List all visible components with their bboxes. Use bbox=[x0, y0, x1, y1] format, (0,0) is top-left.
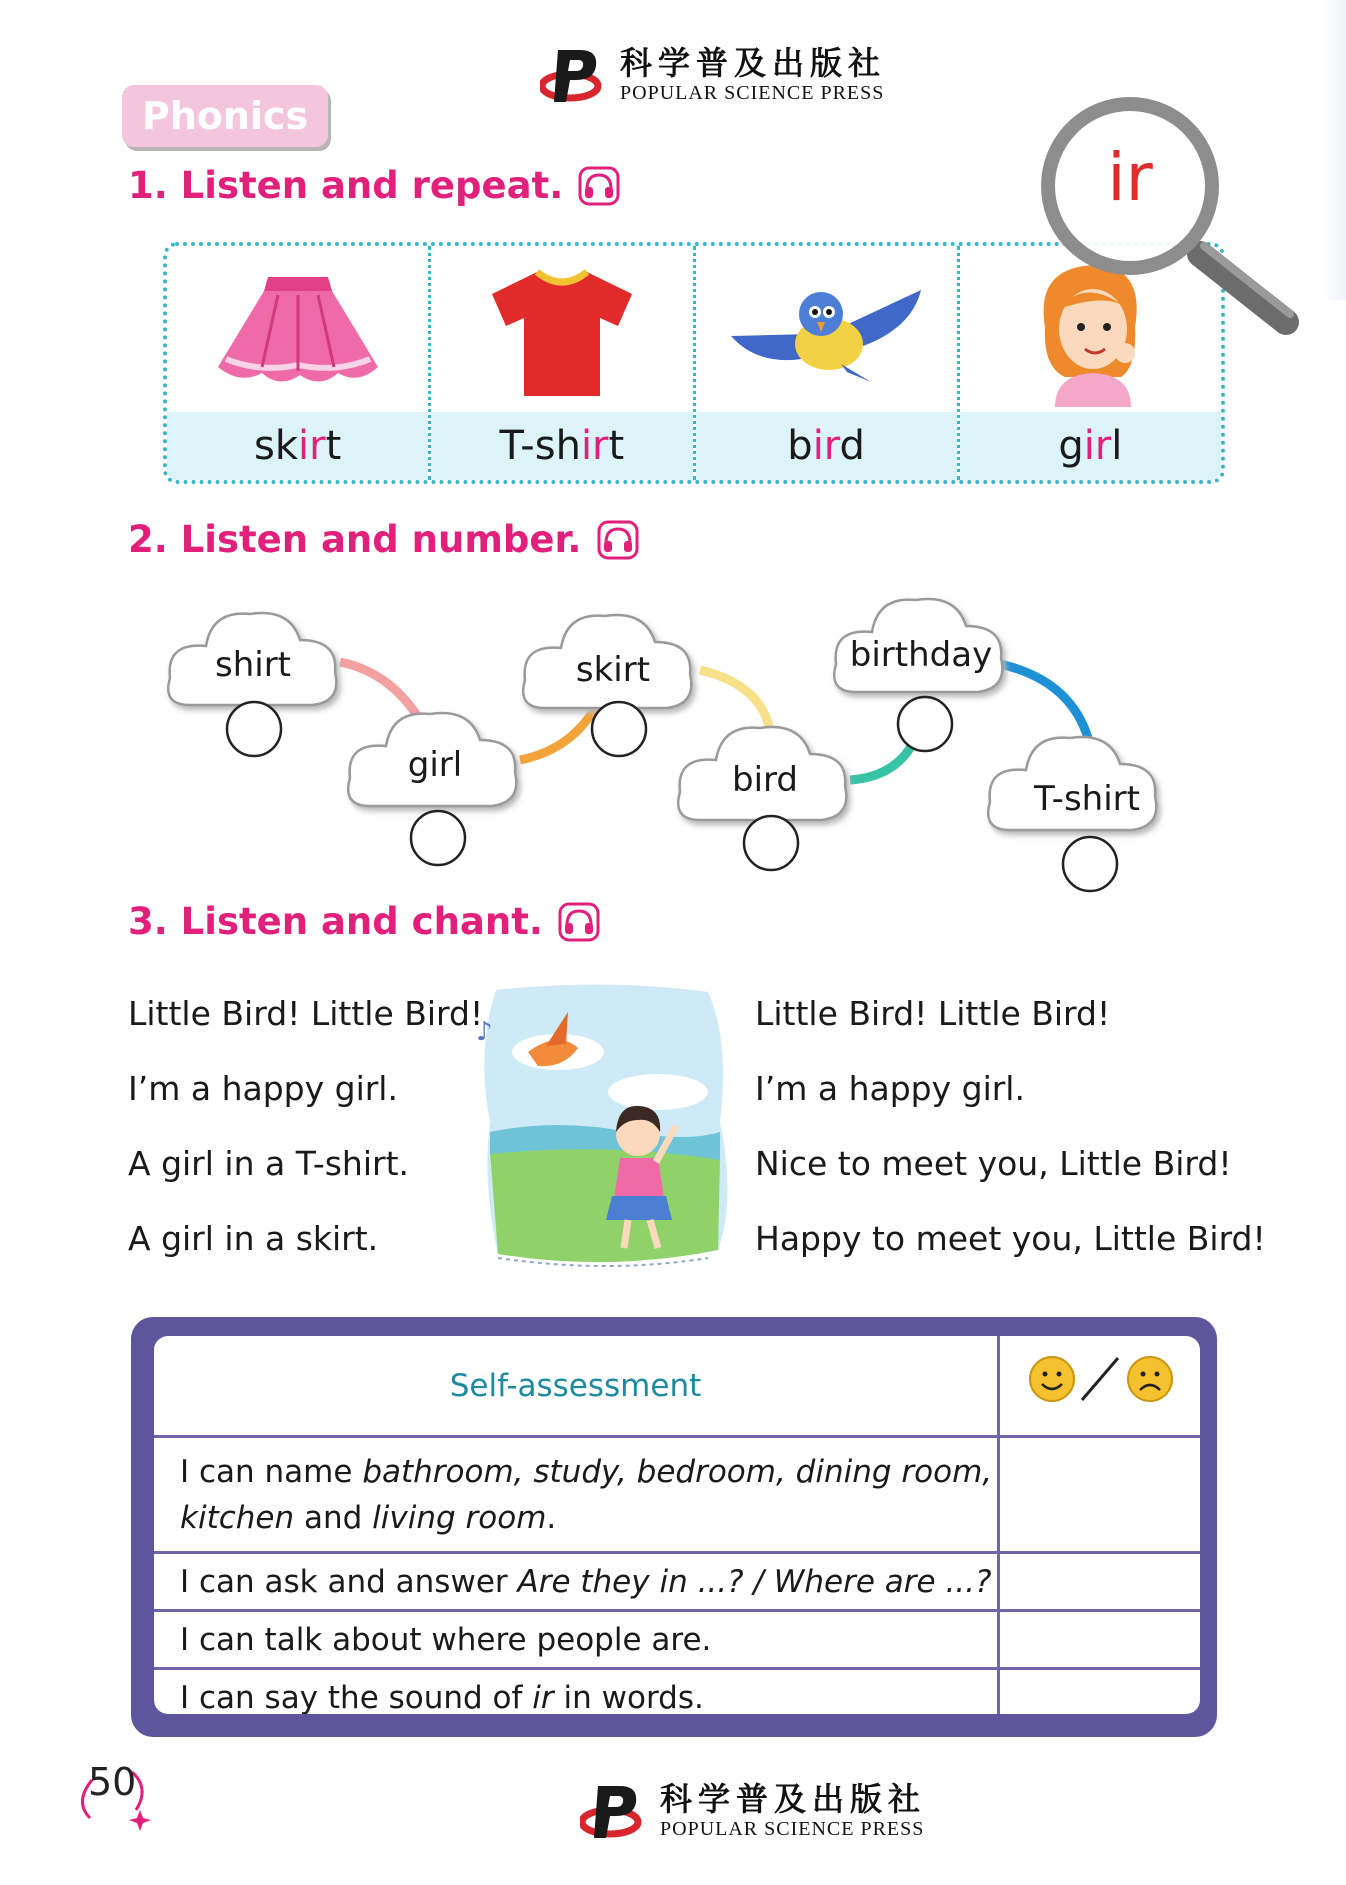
section-1-title bbox=[128, 164, 621, 208]
chant-right-line-1: Little Bird! Little Bird! bbox=[755, 994, 1111, 1033]
answer-circle-birthday[interactable] bbox=[898, 697, 952, 751]
page-edge bbox=[1322, 0, 1346, 300]
headphones-icon[interactable] bbox=[557, 901, 601, 943]
chant-left-line-2: I’m a happy girl. bbox=[128, 1069, 398, 1108]
answer-circle-bird[interactable] bbox=[744, 816, 798, 870]
connector-5 bbox=[1000, 664, 1088, 738]
music-note-icon: ♪ bbox=[476, 1017, 493, 1047]
page-number: 50 bbox=[88, 1760, 137, 1804]
bird-picture-icon bbox=[721, 272, 931, 392]
self-assessment-table bbox=[154, 1336, 1200, 1714]
bubble-word-shirt: shirt bbox=[214, 645, 292, 685]
publisher-name-english: POPULAR SCIENCE PRESS bbox=[660, 1818, 925, 1840]
word-label-t-shirt: T-shirt bbox=[431, 412, 692, 480]
assessment-row-1: I can name bathroom, study, bedroom, dining room, kitchen and living room. bbox=[154, 1437, 999, 1553]
magnifier-icon bbox=[1040, 96, 1300, 346]
face-header bbox=[999, 1336, 1201, 1437]
bubble-word-birthday: birthday bbox=[849, 635, 993, 675]
slash-divider bbox=[1082, 1358, 1118, 1400]
cloud-path bbox=[0, 580, 1346, 910]
self-assessment-title: Self-assessment bbox=[154, 1336, 999, 1437]
assessment-mark-3[interactable] bbox=[999, 1611, 1201, 1669]
bubble-word-t-shirt: T-shirt bbox=[1034, 779, 1140, 819]
sad-face-icon bbox=[1128, 1357, 1172, 1401]
connector-2 bbox=[520, 708, 595, 760]
t-shirt-picture-icon bbox=[482, 262, 642, 402]
headphones-icon[interactable] bbox=[596, 519, 640, 561]
section-2-title bbox=[128, 518, 640, 562]
bubble-word-bird: bird bbox=[732, 760, 798, 800]
section-3-title bbox=[128, 900, 601, 944]
magnifier-ir bbox=[1040, 96, 1300, 346]
word-card-t-shirt[interactable] bbox=[431, 246, 695, 480]
word-card-bird[interactable] bbox=[696, 246, 960, 480]
chant-right-line-3: Nice to meet you, Little Bird! bbox=[755, 1144, 1232, 1183]
chant-illustration bbox=[468, 982, 738, 1280]
connector-3 bbox=[700, 670, 770, 730]
assessment-mark-2[interactable] bbox=[999, 1553, 1201, 1611]
phonics-tab: Phonics bbox=[122, 85, 328, 147]
publisher-name-english: POPULAR SCIENCE PRESS bbox=[620, 82, 885, 104]
chant-left-line-1: Little Bird! Little Bird! bbox=[128, 994, 484, 1033]
word-card-skirt[interactable] bbox=[167, 246, 431, 480]
assessment-row-4: I can say the sound of ir in words. bbox=[180, 1680, 704, 1714]
happy-face-icon bbox=[1030, 1357, 1074, 1401]
answer-circle-skirt[interactable] bbox=[592, 702, 646, 756]
chant-left-line-3: A girl in a T-shirt. bbox=[128, 1144, 409, 1183]
word-label-girl: girl bbox=[960, 412, 1221, 480]
publisher-logo-top bbox=[540, 42, 886, 108]
publisher-emblem-icon bbox=[540, 42, 606, 108]
publisher-name-chinese: 科学普及出版社 bbox=[620, 44, 887, 82]
chant-right-line-2: I’m a happy girl. bbox=[755, 1069, 1025, 1108]
section-3-title-text: 3. Listen and chant. bbox=[128, 900, 543, 943]
section-2-title-text: 2. Listen and number. bbox=[128, 518, 582, 561]
answer-circle-t-shirt[interactable] bbox=[1063, 837, 1117, 891]
answer-circle-shirt[interactable] bbox=[227, 702, 281, 756]
assessment-row-2: I can ask and answer Are they in ...? / Where are ...? bbox=[154, 1553, 999, 1611]
publisher-logo-bottom bbox=[580, 1778, 926, 1844]
headphones-icon[interactable] bbox=[577, 165, 621, 207]
word-label-skirt: skirt bbox=[167, 412, 428, 480]
chant-left-line-4: A girl in a skirt. bbox=[128, 1219, 379, 1258]
connector-1 bbox=[340, 662, 420, 720]
focus-sound: ir bbox=[1107, 139, 1153, 216]
answer-circle-girl[interactable] bbox=[411, 811, 465, 865]
publisher-emblem-icon bbox=[580, 1778, 646, 1844]
word-label-bird: bird bbox=[696, 412, 957, 480]
bubble-word-girl: girl bbox=[407, 745, 463, 785]
chant-right-line-4: Happy to meet you, Little Bird! bbox=[755, 1219, 1266, 1258]
skirt-picture-icon bbox=[208, 267, 388, 397]
assessment-mark-1[interactable] bbox=[999, 1437, 1201, 1553]
section-1-title-text: 1. Listen and repeat. bbox=[128, 164, 564, 207]
bubble-word-skirt: skirt bbox=[575, 650, 651, 690]
sparkle-icon bbox=[129, 1810, 151, 1831]
assessment-row-3: I can talk about where people are. bbox=[154, 1611, 999, 1669]
assessment-mark-4[interactable] bbox=[999, 1669, 1201, 1715]
publisher-name-chinese: 科学普及出版社 bbox=[660, 1780, 927, 1818]
